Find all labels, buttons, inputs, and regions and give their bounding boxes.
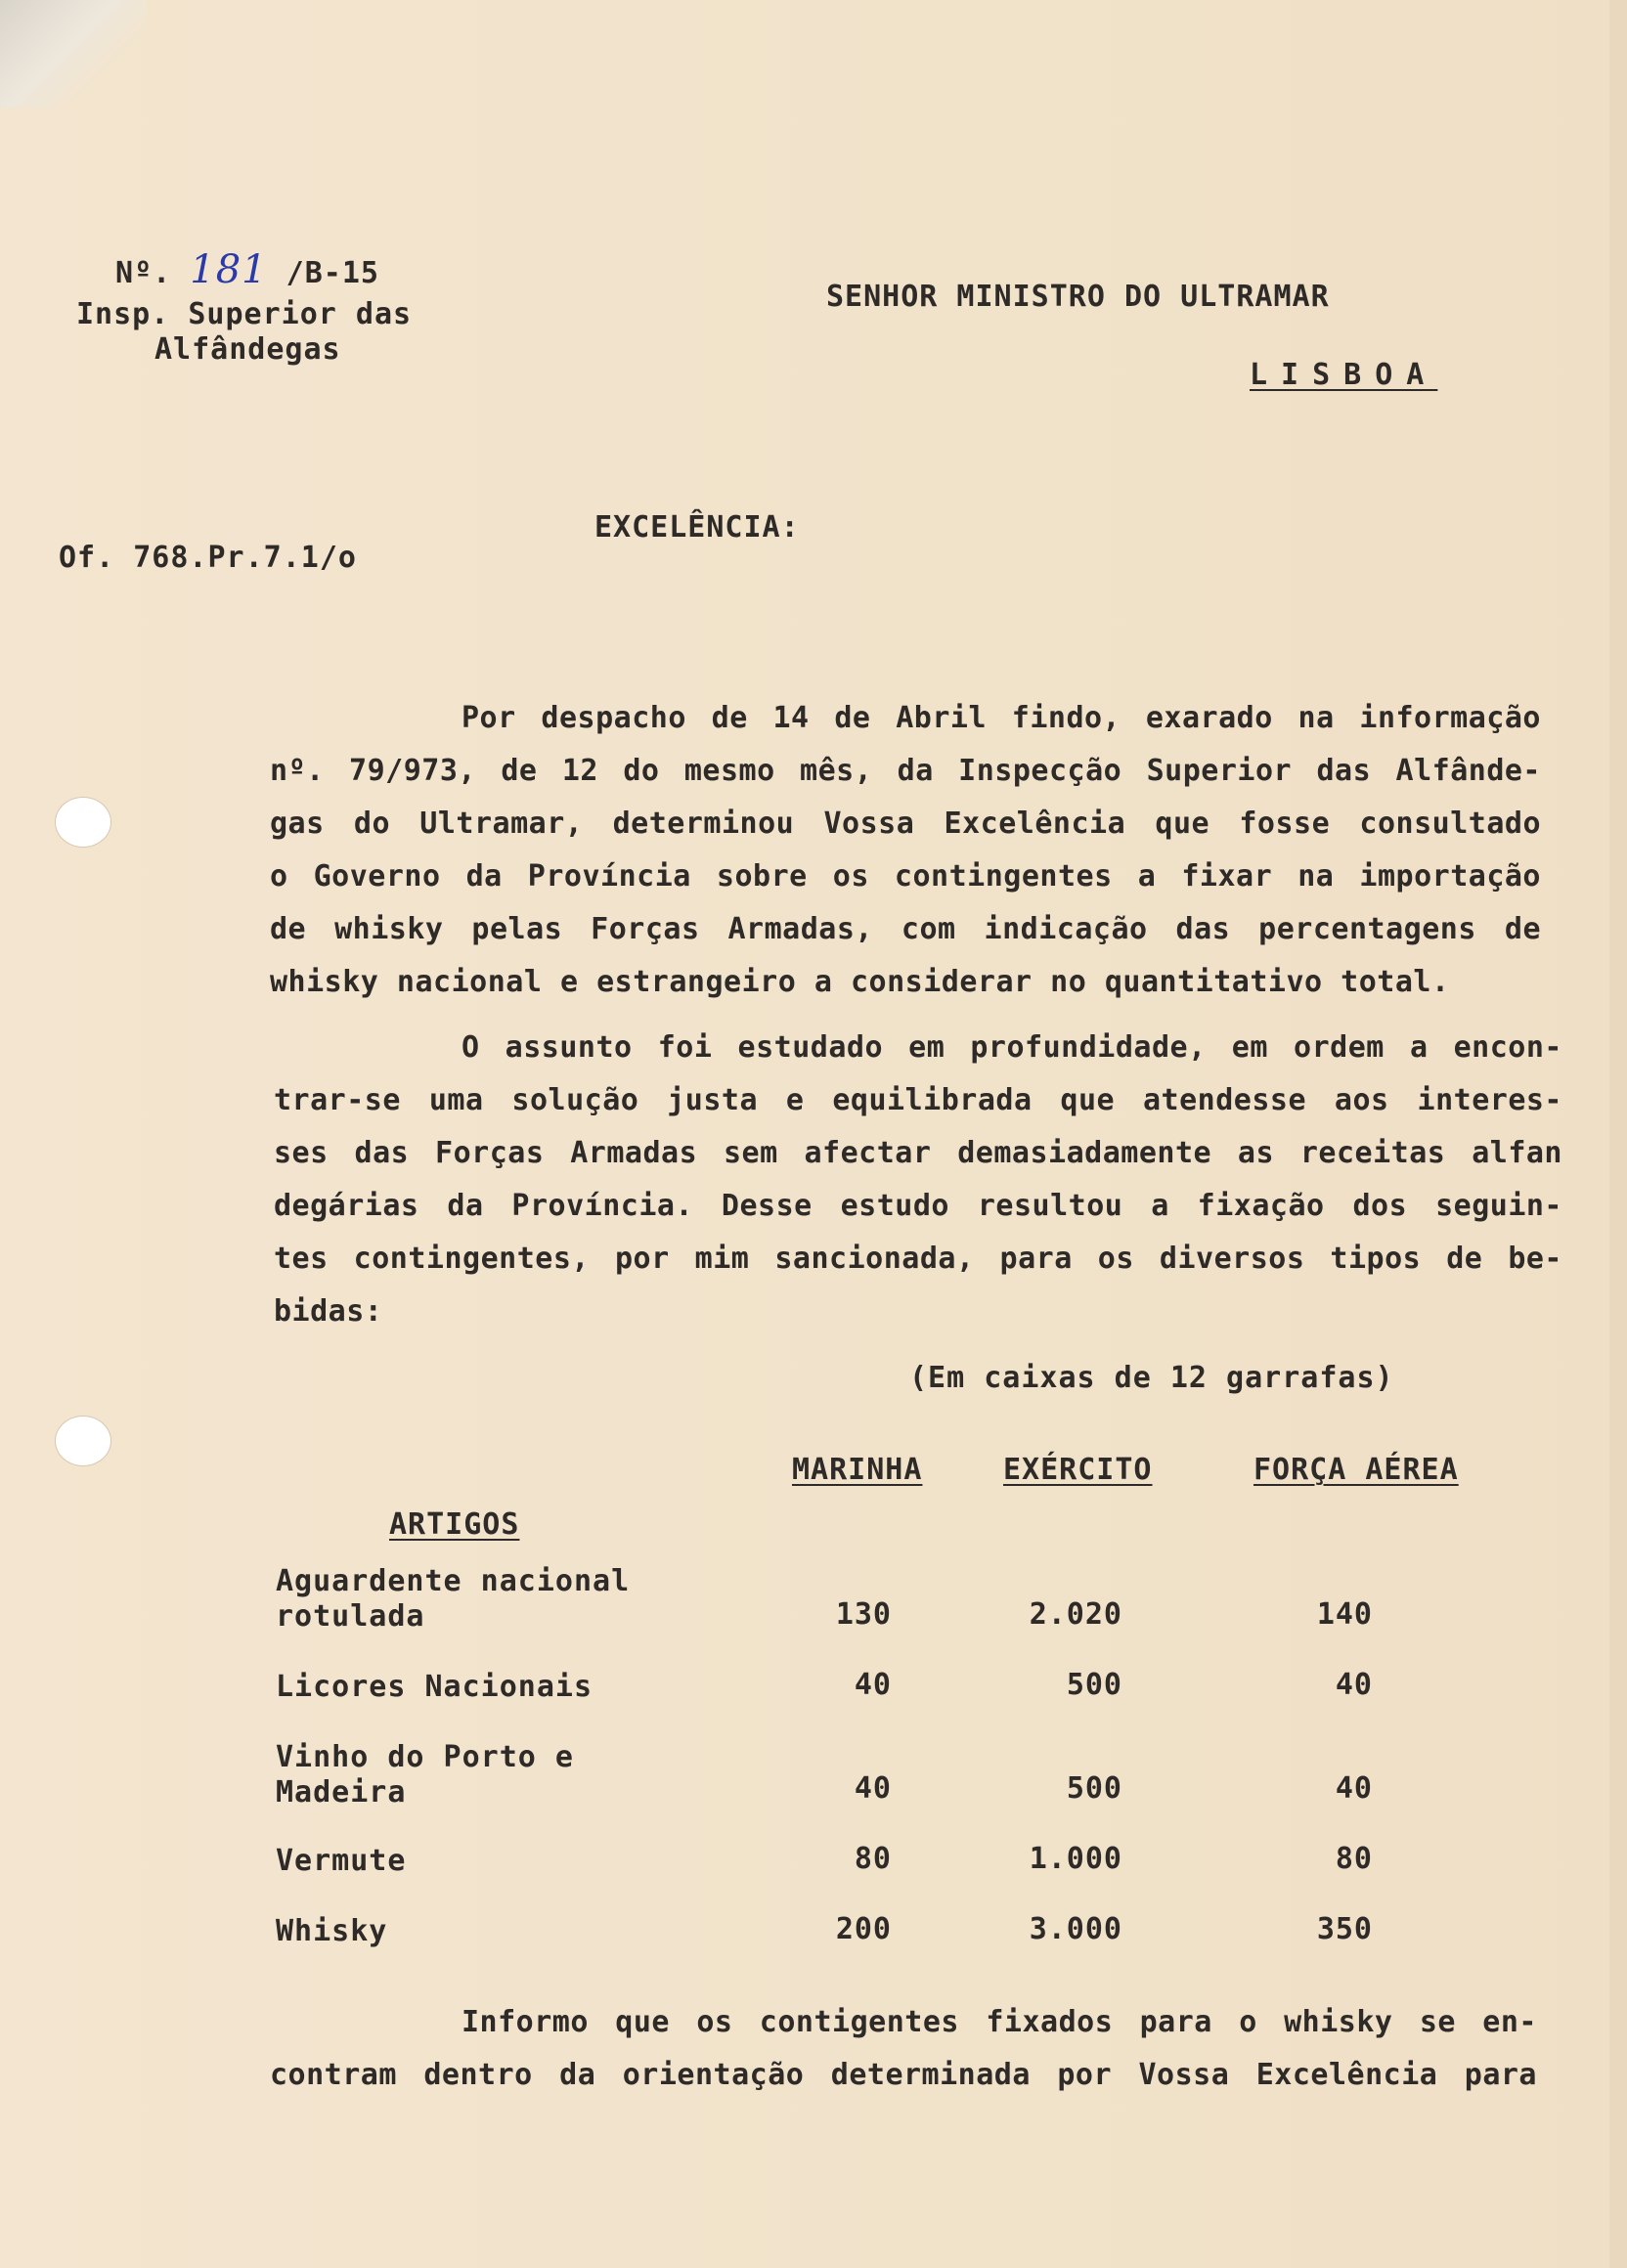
punch-hole-upper <box>55 797 111 848</box>
p2-line: bidas: <box>274 1294 383 1329</box>
punch-hole-lower <box>55 1416 111 1466</box>
cell-marinha: 40 <box>854 1668 892 1702</box>
cell-forca-aerea: 350 <box>1316 1912 1373 1946</box>
col-header-forca-aerea: FORÇA AÉREA <box>1253 1453 1459 1487</box>
cell-forca-aerea: 40 <box>1335 1668 1373 1702</box>
cell-exercito: 3.000 <box>1029 1912 1122 1946</box>
table-row-item: Whisky <box>276 1914 388 1948</box>
cell-forca-aerea: 80 <box>1335 1842 1373 1876</box>
p1-line: Por despacho de 14 de Abril findo, exarado na informação <box>462 701 1541 735</box>
handwritten-number: 181 <box>190 247 268 292</box>
table-row-item: Aguardente nacional rotulada <box>276 1564 631 1634</box>
office-reference: Of. 768.Pr.7.1/o <box>59 541 357 575</box>
city: LISBOA <box>1250 358 1438 392</box>
recipient: SENHOR MINISTRO DO ULTRAMAR <box>826 280 1330 314</box>
table-row-item: Vinho do Porto e Madeira <box>276 1740 574 1810</box>
sender-line-2: Alfândegas <box>154 332 341 367</box>
paragraph-2 <box>274 1022 1562 1338</box>
p2-line: tes contingentes, por mim sancionada, para os diversos tipos de be- <box>274 1242 1562 1276</box>
table-row-item: Vermute <box>276 1844 407 1878</box>
cell-exercito: 1.000 <box>1029 1842 1122 1876</box>
cell-exercito: 500 <box>1066 1771 1122 1806</box>
sender-line-1: Insp. Superior das <box>76 297 413 331</box>
p2-line: ses das Forças Armadas sem afectar demasiadamente as receitas alfan <box>274 1136 1562 1170</box>
p1-line: gas do Ultramar, determinou Vossa Excelência que fosse consultado <box>270 807 1541 841</box>
p2-line: trar-se uma solução justa e equilibrada que atendesse aos interes- <box>274 1083 1562 1117</box>
cell-exercito: 500 <box>1066 1668 1122 1702</box>
salutation: EXCELÊNCIA: <box>594 510 800 545</box>
p1-line: nº. 79/973, de 12 do mesmo mês, da Inspecção Superior das Alfânde- <box>270 754 1541 788</box>
paragraph-1 <box>270 692 1541 1009</box>
paragraph-3 <box>270 1996 1537 2102</box>
cell-marinha: 130 <box>835 1597 892 1632</box>
p1-line: o Governo da Província sobre os contingentes a fixar na importação <box>270 859 1541 894</box>
p1-line: de whisky pelas Forças Armadas, com indicação das percentagens de <box>270 912 1541 946</box>
col-header-artigos: ARTIGOS <box>389 1507 520 1542</box>
torn-corner <box>0 0 147 108</box>
p3-line: contram dentro da orientação determinada por Vossa Excelência para <box>270 2058 1537 2092</box>
cell-marinha: 40 <box>854 1771 892 1806</box>
p2-line: degárias da Província. Desse estudo resultou a fixação dos seguin- <box>274 1189 1562 1223</box>
p3-line: Informo que os contigentes fixados para o whisky se en- <box>462 2005 1537 2039</box>
col-header-marinha: MARINHA <box>792 1453 923 1487</box>
cell-exercito: 2.020 <box>1029 1597 1122 1632</box>
cell-forca-aerea: 140 <box>1316 1597 1373 1632</box>
cell-forca-aerea: 40 <box>1335 1771 1373 1806</box>
col-header-exercito: EXÉRCITO <box>1003 1453 1153 1487</box>
unit-note: (Em caixas de 12 garrafas) <box>909 1361 1394 1395</box>
reference-number: Nº. 181 /B-15 <box>115 247 379 292</box>
cell-marinha: 200 <box>835 1912 892 1946</box>
table-row-item: Licores Nacionais <box>276 1670 594 1704</box>
p2-line: O assunto foi estudado em profundidade, em ordem a encon- <box>462 1030 1562 1065</box>
cell-marinha: 80 <box>854 1842 892 1876</box>
p1-line: whisky nacional e estrangeiro a considerar no quantitativo total. <box>270 965 1450 999</box>
